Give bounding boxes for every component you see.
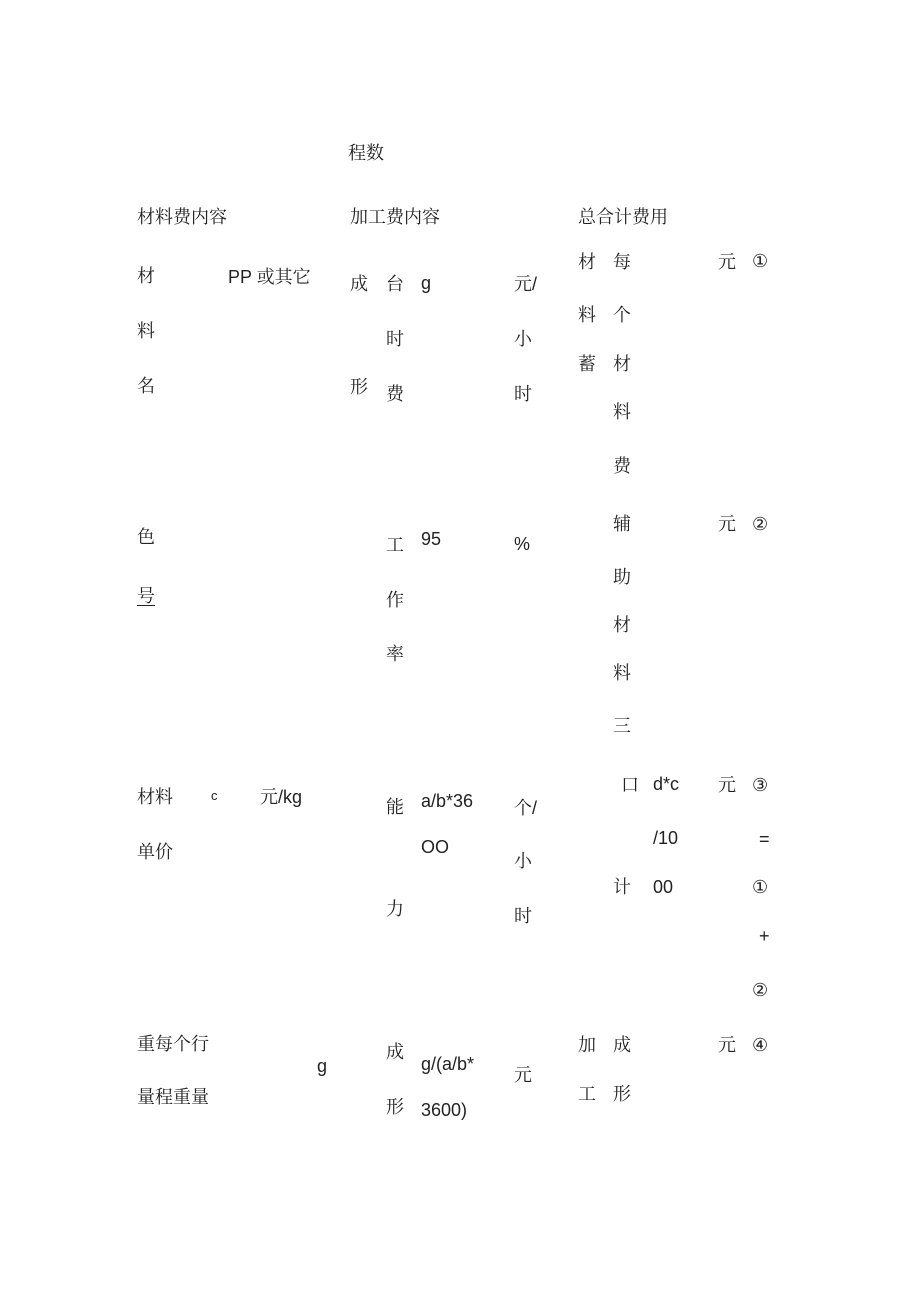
total-material-label-3: 蓄 <box>578 354 596 375</box>
processing-item-label-1: 成 <box>613 1035 631 1056</box>
subtotal-mark-4: + <box>759 926 770 946</box>
subtotal-unit: 元 <box>718 775 736 796</box>
material-item-label-4: 料 <box>613 402 631 423</box>
forming-fee-formula-2: 3600) <box>421 1100 468 1120</box>
subtotal-mark-3: ① <box>752 877 769 898</box>
capacity-label-1: 能 <box>386 797 404 818</box>
section-processing-header: 加工费内容 <box>350 207 440 228</box>
material-item-mark: ① <box>752 251 769 272</box>
weight-label-1: 重每个行 <box>137 1034 209 1055</box>
forming-label-1: 成 <box>350 274 368 295</box>
material-name-value: PP 或其它 <box>228 267 311 287</box>
aux-mark: ② <box>752 514 769 535</box>
aux-label-1: 辅 <box>613 514 631 535</box>
aux-label-5: 三 <box>613 716 631 737</box>
processing-item-unit: 元 <box>718 1035 736 1056</box>
machine-fee-label-2: 时 <box>386 329 404 350</box>
subtotal-label-1: 口 <box>621 775 639 796</box>
price-label-1: 材料 <box>137 787 173 808</box>
material-item-unit: 元 <box>718 252 736 273</box>
subtotal-mark-5: ② <box>752 980 769 1001</box>
material-item-label-2: 个 <box>613 305 631 326</box>
aux-unit: 元 <box>718 514 736 535</box>
forming-label-2: 形 <box>350 377 368 398</box>
efficiency-unit: % <box>514 534 531 554</box>
total-processing-label-1: 加 <box>578 1035 596 1056</box>
material-item-label-5: 费 <box>613 456 631 477</box>
efficiency-label-3: 率 <box>386 644 404 665</box>
machine-fee-unit-2: 小 <box>514 329 532 350</box>
price-unit: 元/kg <box>260 787 303 807</box>
color-label-1: 色 <box>137 527 155 548</box>
material-item-label-3: 材 <box>613 354 631 375</box>
machine-fee-code: g <box>421 273 432 293</box>
material-name-label-1: 材 <box>137 266 155 287</box>
aux-label-3: 材 <box>613 615 631 636</box>
efficiency-label-1: 工 <box>386 535 404 556</box>
capacity-unit-1: 个/ <box>514 798 538 818</box>
machine-fee-label-3: 费 <box>386 384 404 405</box>
weight-label-2: 量程重量 <box>137 1087 209 1108</box>
section-total-header: 总合计费用 <box>578 207 668 228</box>
subtotal-formula-2: /10 <box>653 828 679 848</box>
price-code: c <box>211 788 218 803</box>
capacity-unit-3: 时 <box>514 906 532 927</box>
capacity-formula-2: OO <box>421 837 450 857</box>
material-name-label-2: 料 <box>137 321 155 342</box>
material-name-label-3: 名 <box>137 376 155 397</box>
subtotal-formula-1: d*c <box>653 774 680 794</box>
processing-item-mark: ④ <box>752 1035 769 1056</box>
machine-fee-unit-1: 元/ <box>514 274 538 294</box>
processing-item-label-2: 形 <box>613 1084 631 1105</box>
aux-label-2: 助 <box>613 567 631 588</box>
capacity-formula-1: a/b*36 <box>421 791 474 811</box>
weight-unit: g <box>317 1056 328 1076</box>
machine-fee-label-1: 台 <box>386 274 404 295</box>
forming-fee-label-2: 形 <box>386 1097 404 1118</box>
capacity-label-2: 力 <box>386 899 404 920</box>
capacity-unit-2: 小 <box>514 851 532 872</box>
subtotal-mark-1: ③ <box>752 775 769 796</box>
forming-fee-formula-1: g/(a/b* <box>421 1054 475 1074</box>
color-label-2: 号 <box>137 586 155 607</box>
efficiency-value: 95 <box>421 529 442 549</box>
subtotal-formula-3: 00 <box>653 877 674 897</box>
material-item-label-1: 每 <box>613 252 631 273</box>
total-processing-label-2: 工 <box>578 1084 596 1105</box>
price-label-2: 单价 <box>137 842 173 863</box>
forming-fee-unit: 元 <box>514 1065 532 1086</box>
forming-fee-label-1: 成 <box>386 1042 404 1063</box>
total-material-label-1: 材 <box>578 252 596 273</box>
section-material-header: 材料费内容 <box>137 207 227 228</box>
subtotal-mark-2: = <box>759 829 770 849</box>
efficiency-label-2: 作 <box>386 590 404 611</box>
total-material-label-2: 料 <box>578 305 596 326</box>
machine-fee-unit-3: 时 <box>514 384 532 405</box>
doc-title: 程数 <box>348 143 384 164</box>
aux-label-4: 料 <box>613 663 631 684</box>
subtotal-label-2: 计 <box>613 877 631 898</box>
